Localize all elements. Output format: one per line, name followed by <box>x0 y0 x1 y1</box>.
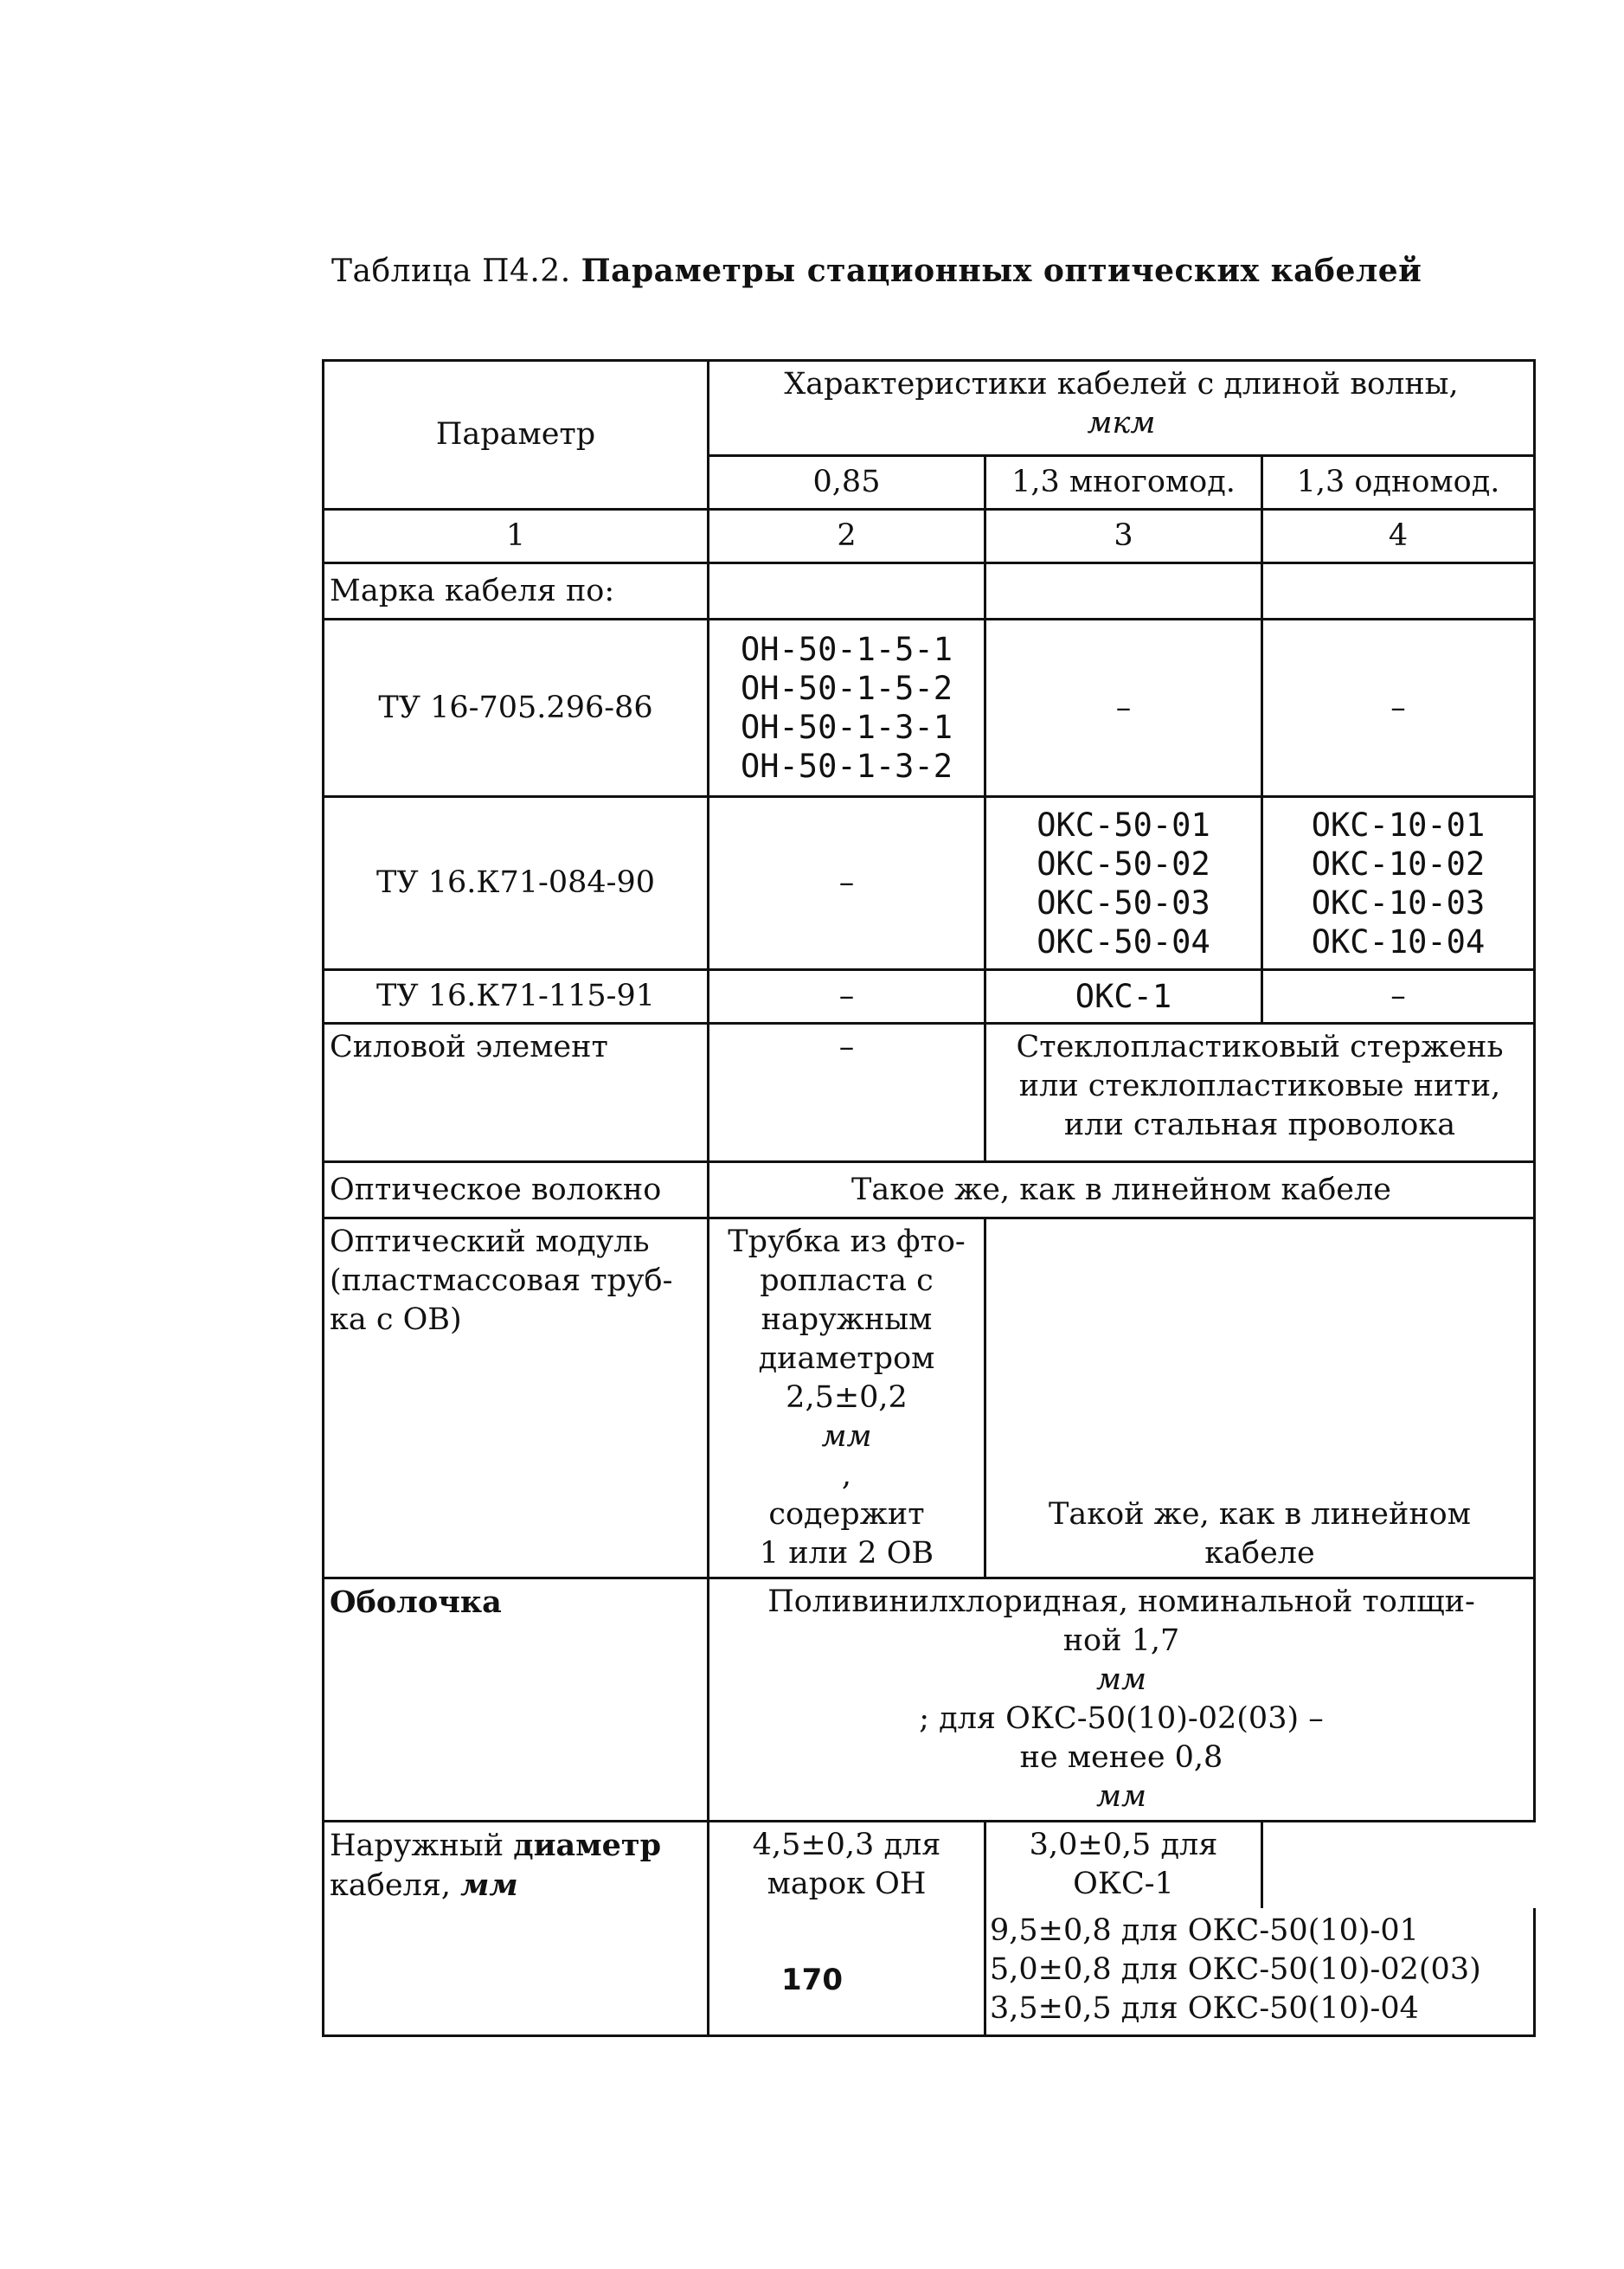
tu-084-singlemode-brands: ОКС-10-01 ОКС-10-02 ОКС-10-03 ОКС-10-04 <box>1262 797 1535 970</box>
sheath-row <box>324 1578 1535 1822</box>
outer-diameter-col4-empty <box>1262 1822 1535 1908</box>
cable-parameters-table <box>322 359 1536 2037</box>
strength-member-col2: – <box>709 1024 985 1162</box>
tu-115-col3: ОКС-1 <box>985 970 1262 1024</box>
sheath-label: Оболочка <box>324 1578 709 1822</box>
tu-705-col4: – <box>1262 620 1535 797</box>
header-parameter: Параметр <box>324 361 709 510</box>
col-number-2: 2 <box>709 510 985 563</box>
optical-module-tube: Трубка из фто- ропласта с наружным диаметром 2,5±0,2 мм , содержит 1 или 2 ОВ <box>709 1218 985 1578</box>
outer-diameter-label: Наружный диаметр кабеля, мм <box>324 1822 709 2036</box>
tu-115-label: ТУ 16.К71-115-91 <box>324 970 709 1024</box>
strength-member-label: Силовой элемент <box>324 1024 709 1162</box>
strength-member-value: Стеклопластиковый стержень или стеклопластиковые нити, или стальная проволока <box>985 1024 1535 1162</box>
tu-084-label: ТУ 16.К71-084-90 <box>324 797 709 970</box>
tu-705-label: ТУ 16-705.296-86 <box>324 620 709 797</box>
caption-title: Параметры стационных оптических кабелей <box>581 253 1422 289</box>
tu-084-multimode-brands: ОКС-50-01 ОКС-50-02 ОКС-50-03 ОКС-50-04 <box>985 797 1262 970</box>
column-numbers-row <box>324 510 1535 563</box>
header-row <box>324 361 1535 456</box>
optical-fiber-row <box>324 1162 1535 1218</box>
caption-prefix: Таблица П4.2. <box>331 254 571 289</box>
tu-705-col3: – <box>985 620 1262 797</box>
optical-fiber-value: Такое же, как в линейном кабеле <box>709 1162 1535 1218</box>
col-number-4: 4 <box>1262 510 1535 563</box>
tu-705-brands: ОН-50-1-5-1 ОН-50-1-5-2 ОН-50-1-3-1 ОН-50-1-3-2 <box>709 620 985 797</box>
col-number-1: 1 <box>324 510 709 563</box>
tu-084-col2: – <box>709 797 985 970</box>
header-characteristics: Характеристики кабелей с длиной волны, мкм <box>709 361 1535 456</box>
tu-705-row <box>324 620 1535 797</box>
wavelength-0-85: 0,85 <box>709 456 985 510</box>
optical-module-value: Такой же, как в линейном кабеле <box>985 1218 1535 1578</box>
optical-fiber-label: Оптическое волокно <box>324 1162 709 1218</box>
tu-115-col4: – <box>1262 970 1535 1024</box>
brand-row <box>324 563 1535 620</box>
tu-115-row <box>324 970 1535 1024</box>
brand-label: Марка кабеля по: <box>324 563 709 620</box>
outer-diameter-row <box>324 1822 1535 1908</box>
wavelength-1-3-multimode: 1,3 многомод. <box>985 456 1262 510</box>
wavelength-1-3-singlemode: 1,3 одномод. <box>1262 456 1535 510</box>
optical-module-row <box>324 1218 1535 1578</box>
outer-diameter-oks1: 3,0±0,5 для ОКС-1 <box>985 1822 1262 1908</box>
table-caption <box>331 253 1543 289</box>
page-number: 170 <box>781 1963 843 1997</box>
outer-diameter-oks50: 9,5±0,8 для ОКС-50(10)-01 5,0±0,8 для ОКС-50(10)-02(03) 3,5±0,5 для ОКС-50(10)-04 <box>985 1908 1535 2036</box>
sheath-value: Поливинилхлоридная, номинальной толщи- ной 1,7 мм ; для ОКС-50(10)-02(03) – не менее 0,8 мм <box>709 1578 1535 1822</box>
col-number-3: 3 <box>985 510 1262 563</box>
optical-module-label: Оптический модуль (пластмассовая труб- ка с ОВ) <box>324 1218 709 1578</box>
tu-084-row <box>324 797 1535 970</box>
tu-115-col2: – <box>709 970 985 1024</box>
strength-member-row <box>324 1024 1535 1162</box>
outer-diameter-col2: 4,5±0,3 для марок ОН <box>709 1822 985 2036</box>
